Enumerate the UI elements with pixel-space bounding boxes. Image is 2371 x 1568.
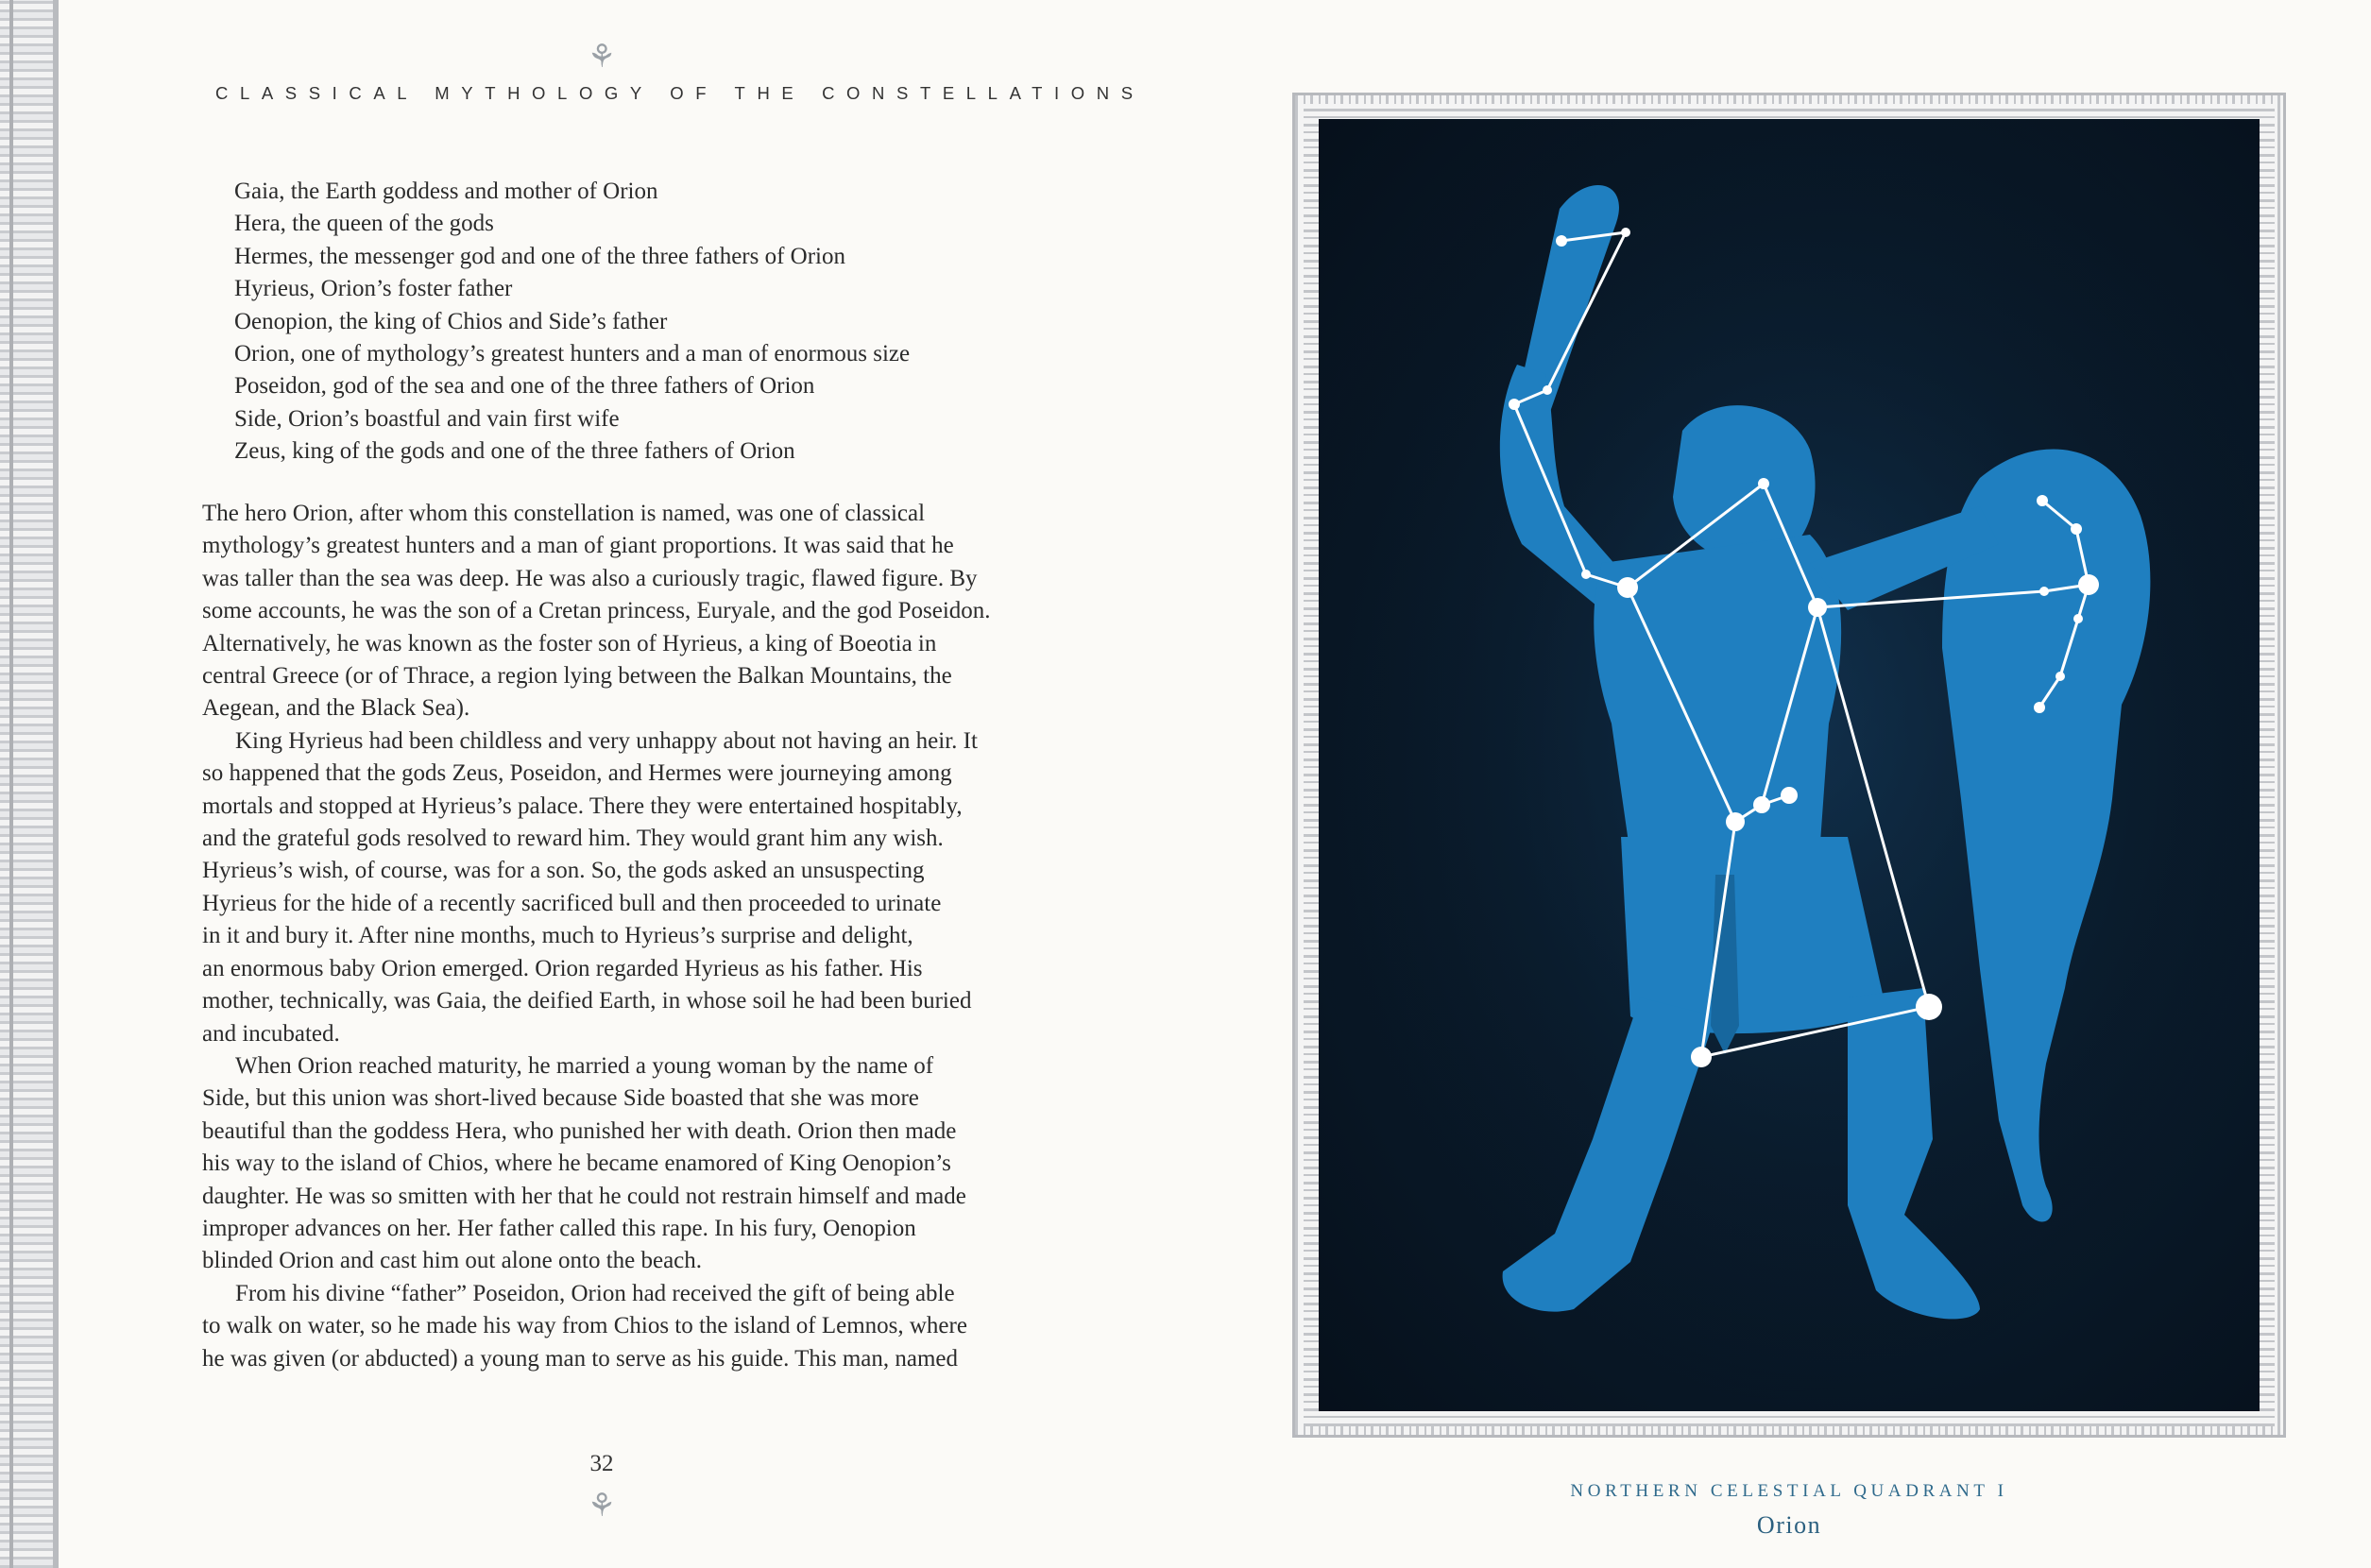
body-line: improper advances on her. Her father called this rape. In his fury, Oenopion [202, 1215, 916, 1241]
body-line: The hero Orion, after whom this constellation is named, was one of classical [202, 501, 926, 526]
body-line: and the grateful gods resolved to reward him. They would grant him any wish. [202, 826, 944, 852]
body-line: his way to the island of Chios, where he became enamored of King Oenopion’s [202, 1150, 951, 1177]
body-line: Side, but this union was short-lived because Side boasted that she was more [202, 1085, 919, 1112]
body-line: mortals and stopped at Hyrieus’s palace. There they were entertained hospitably, [202, 793, 963, 819]
cast-item: Orion, one of mythology’s greatest hunters and a man of enormous size [234, 341, 911, 367]
body-line: and incubated. [202, 1020, 340, 1047]
body-line: some accounts, he was the son of a Cretan princess, Euryale, and the god Poseidon. [202, 598, 991, 624]
body-line: he was given (or abducted) a young man to serve as his guide. This man, named [202, 1345, 959, 1372]
body-line: Aegean, and the Black Sea). [202, 695, 470, 722]
body-line: was taller than the sea was deep. He was also a curiously tragic, flawed figure. By [202, 565, 978, 591]
cast-item: Zeus, king of the gods and one of the three fathers of Orion [234, 438, 795, 465]
cast-item: Hermes, the messenger god and one of the three fathers of Orion [234, 243, 845, 269]
body-line: Hyrieus’s wish, of course, was for a son. So, the gods asked an unsuspecting [202, 858, 925, 884]
cast-item: Gaia, the Earth goddess and mother of Orion [234, 179, 658, 204]
body-line: beautiful than the goddess Hera, who punished her with death. Orion then made [202, 1117, 957, 1144]
caption-quadrant: NORTHERN CELESTIAL QUADRANT I [1570, 1481, 2008, 1501]
greek-key-border-left [0, 0, 59, 1568]
body-line: mother, technically, was Gaia, the deified Earth, in whose soil he had been buried [202, 988, 972, 1014]
cast-item: Side, Orion’s boastful and vain first wife [234, 405, 620, 432]
body-line: an enormous baby Orion emerged. Orion regarded Hyrieus as his father. His [202, 955, 923, 981]
cast-item: Poseidon, god of the sea and one of the three fathers of Orion [234, 373, 815, 400]
cast-item: Hyrieus, Orion’s foster father [234, 276, 513, 302]
body-line: King Hyrieus had been childless and very unhappy about not having an heir. It [235, 727, 978, 754]
body-line: so happened that the gods Zeus, Poseidon, and Hermes were journeying among [202, 760, 952, 787]
body-line: From his divine “father” Poseidon, Orion had received the gift of being able [235, 1280, 955, 1306]
orion-illustration [1319, 119, 2260, 1411]
body-line: central Greece (or of Thrace, a region lying between the Balkan Mountains, the [202, 663, 952, 690]
body-line: daughter. He was so smitten with her that he could not restrain himself and made [202, 1183, 966, 1209]
body-line: mythology’s greatest hunters and a man of giant proportions. It was said that he [202, 533, 954, 559]
body-line: blinded Orion and cast him out alone onto the beach. [202, 1248, 703, 1274]
body-line: Alternatively, he was known as the foster son of Hyrieus, a king of Boeotia in [202, 630, 937, 656]
body-line: in it and bury it. After nine months, much to Hyrieus’s surprise and delight, [202, 923, 913, 949]
leaf-ornament-icon: ⚘ [587, 1489, 617, 1524]
caption-constellation-name: Orion [1756, 1511, 1822, 1539]
cast-item: Hera, the queen of the gods [234, 211, 494, 237]
body-line: to walk on water, so he made his way from Chios to the island of Lemnos, where [202, 1313, 967, 1339]
body-line: Hyrieus for the hide of a recently sacrificed bull and then proceeded to urinate [202, 890, 942, 916]
body-text [202, 498, 1015, 1375]
leaf-ornament-icon: ⚘ [587, 40, 617, 75]
body-line: When Orion reached maturity, he married a young woman by the name of [235, 1052, 934, 1079]
running-head: CLASSICAL MYTHOLOGY OF THE CONSTELLATIONS [215, 83, 1145, 103]
cast-item: Oenopion, the king of Chios and Side’s father [234, 308, 668, 334]
page-number: 32 [589, 1451, 614, 1476]
cast-of-characters [234, 176, 1009, 469]
